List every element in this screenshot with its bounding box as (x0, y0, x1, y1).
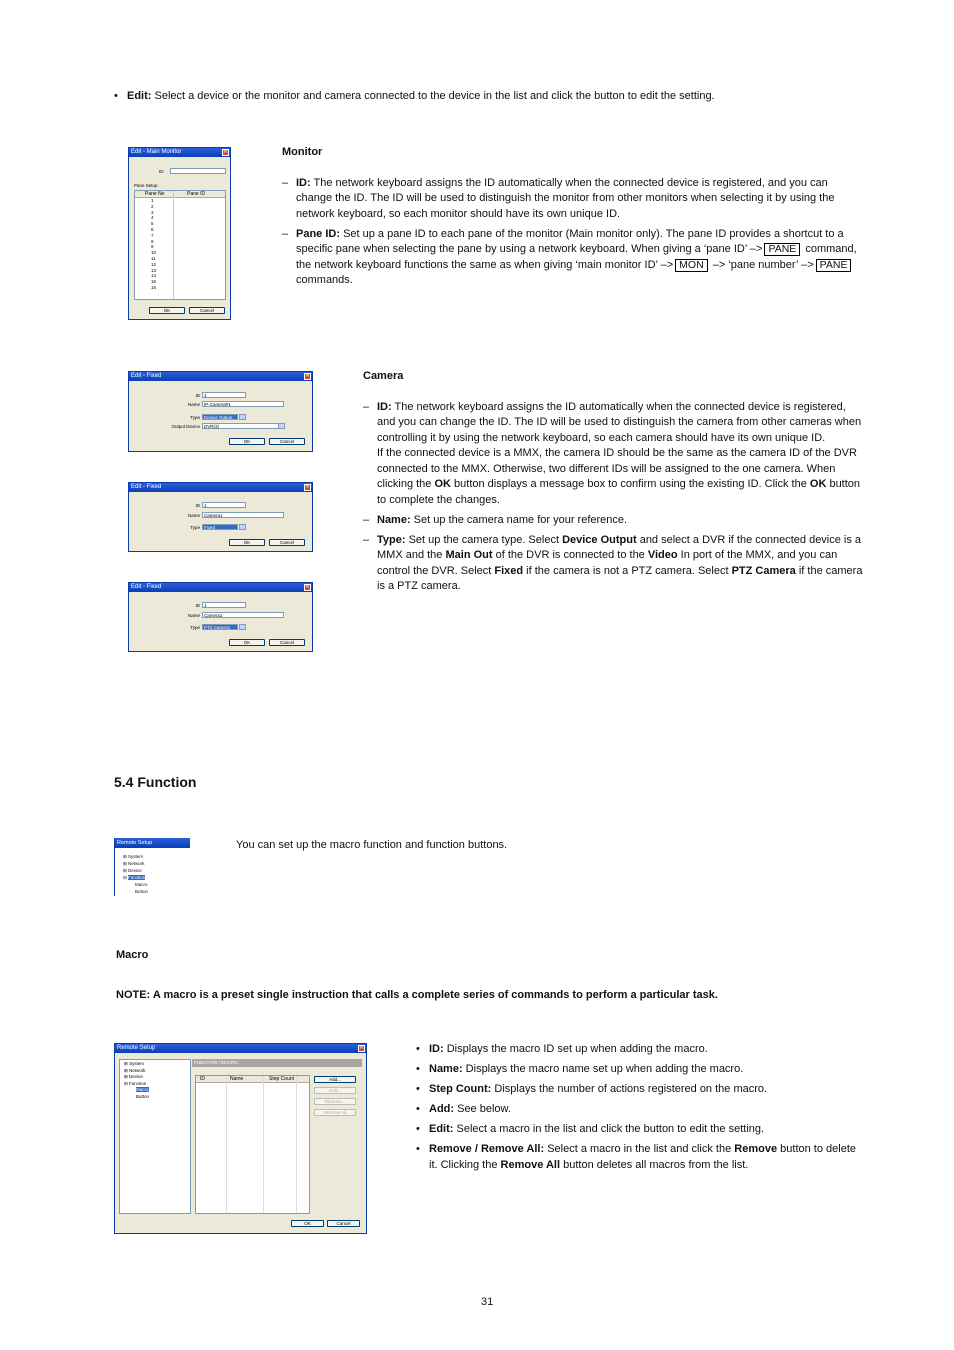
monitor-heading: Monitor (282, 146, 323, 158)
type-text-6: if the camera is a PTZ camera. (377, 564, 863, 592)
macro-bullet-step-count: • Step Count: Displays the number of actions registered on the macro. (416, 1082, 864, 1098)
cancel-button[interactable]: Cancel (269, 438, 305, 445)
chevron-down-icon[interactable] (278, 423, 285, 429)
main-out-word: Main Out (445, 549, 493, 561)
page-number: 31 (481, 1296, 494, 1308)
type-text-5: if the camera is not a PTZ camera. Select (523, 564, 732, 577)
pane-row[interactable]: 12 (151, 261, 157, 267)
tree-item-function[interactable]: ⊟ Function (124, 1080, 147, 1086)
pane-text-3: –> ‘pane number’ –> (712, 258, 814, 271)
name-field[interactable]: Camera1 (202, 512, 284, 518)
id-term: ID: (377, 400, 392, 413)
cancel-button[interactable]: Cancel (327, 1220, 360, 1227)
pane-id-item: – Pane ID: Set up a pane ID to each pane of the monitor (Main monitor only). The pane ID provides a shortcut to a specific pane when selecting the pane by using a network keyboard. When giving a ‘pane ID’ –> PANE command, the network keyboard functions the same as when giving ‘main monitor ID’ –> MON –> ‘pane number’ –> PANE commands. (282, 227, 857, 286)
id-text-2b: button displays a message box to confirm using the existing ID. Click the (450, 478, 810, 490)
ok-button[interactable]: OK (229, 539, 265, 546)
tree-item-network[interactable]: ⊞ Network (124, 1067, 146, 1073)
id-label: ID (195, 393, 200, 398)
remote-setup-tree-image (114, 838, 190, 896)
macro-bullets (416, 1042, 864, 1178)
pane-row[interactable]: 14 (151, 273, 157, 279)
id-label: ID (195, 603, 200, 608)
name-label: Name (187, 402, 200, 407)
pane-row[interactable]: 5 (151, 221, 154, 227)
edit-fixed-dialog-2 (128, 482, 313, 552)
camera-heading: Camera (363, 370, 404, 382)
tree-list (123, 853, 148, 895)
camera-name-item: – Name: Set up the camera name for your reference. (363, 513, 628, 526)
pane-row[interactable]: 1 (151, 198, 154, 203)
edit-text: Select a device or the monitor and camera connected to the device in the list and click the button to edit the setting. (151, 90, 715, 102)
camera-type-item: – Type: Set up the camera type. Select Device Output and select a DVR if the connected device is a MMX and the Main Out of the DVR is connected to the Video In port of the MMX, and you can control the DVR. Select Fixed if the camera is not a PTZ camera. Select PTZ Camera if the camera is a PTZ camera. (363, 533, 863, 592)
add-button[interactable]: Add... (314, 1076, 356, 1083)
pane-row[interactable]: 11 (151, 255, 156, 261)
pane-key-2: PANE (816, 259, 852, 272)
pane-row[interactable]: 13 (151, 267, 157, 273)
pane-key: PANE (764, 243, 800, 256)
dialog-title-bar (129, 148, 230, 157)
close-icon[interactable]: ✕ (305, 373, 310, 379)
macro-heading: Macro (116, 949, 149, 961)
type-select[interactable]: PTZ Camera (202, 624, 238, 630)
remove-all-button[interactable]: Remove All (314, 1109, 356, 1116)
id-field[interactable]: 1 (202, 392, 246, 398)
pane-text-2: command, the network keyboard functions the same as when giving ‘main monitor ID’ –> (296, 243, 857, 271)
macro-table[interactable] (195, 1075, 310, 1214)
cancel-button[interactable]: Cancel (269, 539, 305, 546)
ok-button[interactable]: OK (149, 307, 185, 314)
type-text-2: and select a DVR if the connected device is a MMX and the (377, 533, 862, 561)
type-label: Type (190, 415, 200, 420)
macro-bullet-id: • ID: Displays the macro ID set up when adding the macro. (416, 1042, 864, 1058)
id-field[interactable]: 1 (202, 602, 246, 608)
edit-button[interactable]: Edit... (314, 1087, 356, 1094)
name-label: Name (187, 513, 200, 518)
tree-item-network[interactable]: ⊞ Network (123, 861, 145, 866)
monitor-id-item: – ID: The network keyboard assigns the ID automatically when the connected device is registered, and you can change the ID. The ID will be used to distinguish the monitor from other monitors when selecting it by using the network keyboard, so each monitor should have its own unique ID. (282, 176, 835, 220)
panel-title: FUNCTION / MACRO (192, 1059, 362, 1067)
type-select[interactable]: Fixed (202, 524, 238, 530)
pane-text-4: commands. (296, 274, 353, 286)
type-select[interactable]: Device Output (202, 414, 238, 420)
id-label: ID (159, 169, 164, 174)
device-output-word: Device Output (562, 533, 637, 546)
pane-term: Pane ID: (296, 227, 341, 240)
macro-bullet-name: • Name: Displays the macro name set up when adding the macro. (416, 1062, 864, 1078)
name-field[interactable]: IP-Camera#1 (202, 401, 284, 407)
pane-text-1: Set up a pane ID to each pane of the monitor (Main monitor only). The pane ID provides a shortcut to a specific pane when selecting the pane by using a network keyboard. When giving a ‘pane ID’ –> (296, 227, 844, 255)
ok-button[interactable]: OK (229, 438, 265, 445)
close-icon[interactable]: ✕ (223, 149, 228, 155)
video-word: Video (647, 549, 678, 561)
cancel-button[interactable]: Cancel (189, 307, 225, 314)
macro-bullet-edit: • Edit: Select a macro in the list and click the button to edit the setting. (416, 1122, 864, 1138)
pane-row[interactable]: 3 (151, 209, 154, 215)
pane-row[interactable]: 15 (151, 279, 157, 285)
fixed-word: Fixed (494, 564, 524, 577)
id-text-2a: If the connected device is a MMX, the camera ID should be the same as the camera ID of the DVR connected to the MMX. Otherwise, two different IDs will be assigned to the one camera. When clicking the (377, 447, 857, 490)
dialog-title-bar (115, 1044, 366, 1053)
tree-item-macro[interactable]: Macro (136, 1087, 149, 1092)
macro-note: NOTE: A macro is a preset single instruction that calls a complete series of commands to perform a particular task. (116, 989, 718, 1001)
id-field[interactable]: 1 (202, 502, 246, 508)
id-term: ID: (296, 176, 311, 189)
function-intro: You can set up the macro function and function buttons. (236, 839, 508, 851)
col-pane-no: Pane No (145, 191, 165, 197)
chevron-down-icon[interactable] (239, 524, 246, 530)
pane-row[interactable]: 8 (151, 238, 154, 244)
monitor-section (282, 145, 864, 293)
dialog-title: Edit - Fixed (131, 373, 162, 379)
macro-bullet-add: • Add: See below. (416, 1102, 864, 1118)
name-text: Set up the camera name for your reference. (410, 513, 628, 526)
output-device-select[interactable]: DVR(3) (202, 423, 280, 429)
edit-fixed-dialog-1 (128, 371, 313, 452)
type-label: Type (190, 525, 200, 530)
ok-button[interactable]: OK (229, 639, 265, 646)
tree-item-macro[interactable]: Macro (135, 882, 148, 887)
pane-row[interactable]: 16 (151, 284, 157, 290)
tree-item-function[interactable]: ⊟ Function (123, 875, 146, 880)
output-device-label: Output Device (171, 424, 200, 429)
dialog-title: Edit - Main Monitor (131, 149, 182, 155)
monitor-id-field[interactable] (170, 168, 226, 174)
tree-title: Remote Setup (115, 838, 190, 848)
camera-id-item: – ID: The network keyboard assigns the ID automatically when the connected device is registered, and you can change the ID. The ID will be used to distinguish the camera from other cameras when controlling it by using the network keyboard, so each camera should have its own unique ID. If the connected device is a MMX, the camera ID should be the same as the camera ID of the DVR connected to the MMX. Otherwise, two different IDs will be assigned to the one camera. When clicking the OK button displays a message box to confirm using the existing ID. Click the OK button to complete the changes. (363, 400, 862, 506)
edit-main-monitor-dialog (128, 147, 231, 320)
pane-setup-label: Pane Setup (134, 183, 158, 188)
col-id: ID (200, 1076, 205, 1082)
name-term: Name: (377, 513, 411, 526)
edit-bullet (114, 89, 874, 109)
id-label: ID (195, 503, 200, 508)
close-icon[interactable]: ✕ (305, 584, 310, 590)
edit-fixed-dialog-3 (128, 582, 313, 652)
pane-row[interactable]: 10 (151, 250, 157, 256)
name-field[interactable]: Camera1 (202, 612, 284, 618)
chevron-down-icon[interactable] (239, 624, 246, 630)
ok-button[interactable]: OK (291, 1220, 324, 1227)
close-icon[interactable]: ✕ (305, 484, 310, 490)
edit-term: Edit: (127, 90, 152, 102)
id-text: The network keyboard assigns the ID automatically when the connected device is registered, and you can change the ID. The ID will be used to distinguish the monitor from other monitors when selecting it by using the network keyboard, so each monitor should have its own unique ID. (296, 176, 835, 220)
dialog-title: Edit - Fixed (131, 584, 162, 590)
pane-rows (151, 198, 156, 291)
ok-word: OK (434, 478, 451, 490)
id-text-2c: button to complete the changes. (377, 478, 861, 506)
ptz-camera-word: PTZ Camera (731, 564, 796, 577)
tree-item-system[interactable]: ⊞ System (123, 854, 144, 859)
type-text-3: of the DVR is connected to the (492, 549, 648, 561)
pane-row[interactable]: 2 (151, 203, 154, 209)
pane-row[interactable]: 7 (151, 232, 154, 238)
cancel-button[interactable]: Cancel (269, 639, 305, 646)
pane-row[interactable]: 4 (151, 215, 154, 221)
type-term: Type: (377, 533, 406, 546)
camera-section (363, 369, 863, 599)
remote-setup-macro-dialog (114, 1043, 367, 1234)
type-text-4: In port of the MMX, and you can control the DVR. Select (377, 549, 838, 577)
pane-row[interactable]: 9 (151, 244, 154, 250)
mon-key: MON (675, 259, 708, 272)
col-name: Name (230, 1076, 244, 1082)
dialog-title: Edit - Fixed (131, 484, 162, 490)
tree-list (124, 1061, 149, 1100)
tree-item-system[interactable]: ⊞ System (124, 1061, 145, 1066)
tree-item-device[interactable]: ⊞ Device (123, 868, 142, 873)
type-text-1: Set up the camera type. Select (405, 533, 563, 546)
col-step-count: Step Count (269, 1076, 295, 1082)
macro-tree-pane (119, 1059, 191, 1214)
pane-table[interactable] (134, 190, 226, 300)
dialog-title-bar (129, 372, 312, 381)
remove-button[interactable]: Remove... (314, 1098, 356, 1105)
col-pane-id: Pane ID (187, 191, 206, 197)
pane-row[interactable]: 6 (151, 226, 154, 232)
tree-item-button[interactable]: Button (136, 1093, 150, 1099)
dialog-title-bar (129, 483, 312, 492)
section-title: 5.4 Function (114, 774, 197, 790)
tree-item-button[interactable]: Button (135, 889, 149, 894)
type-label: Type (190, 625, 200, 630)
ok-word-2: OK (809, 478, 827, 490)
close-icon[interactable]: ✕ (359, 1045, 364, 1051)
chevron-down-icon[interactable] (239, 414, 246, 420)
name-label: Name (187, 613, 200, 618)
dialog-title: Remote Setup (117, 1045, 156, 1051)
macro-bullet-remove: • Remove / Remove All: Select a macro in the list and click the Remove button to delete it. Clicking the Remove All button deletes all macros from the list. (416, 1142, 864, 1173)
id-text: The network keyboard assigns the ID automatically when the connected device is registered, and you can change the ID. The ID will be used to distinguish the camera from other cameras when controlling it by using the network keyboard, so each camera should have its own unique ID. (377, 400, 862, 444)
tree-item-device[interactable]: ⊞ Device (124, 1074, 143, 1079)
dialog-title-bar (129, 583, 312, 592)
